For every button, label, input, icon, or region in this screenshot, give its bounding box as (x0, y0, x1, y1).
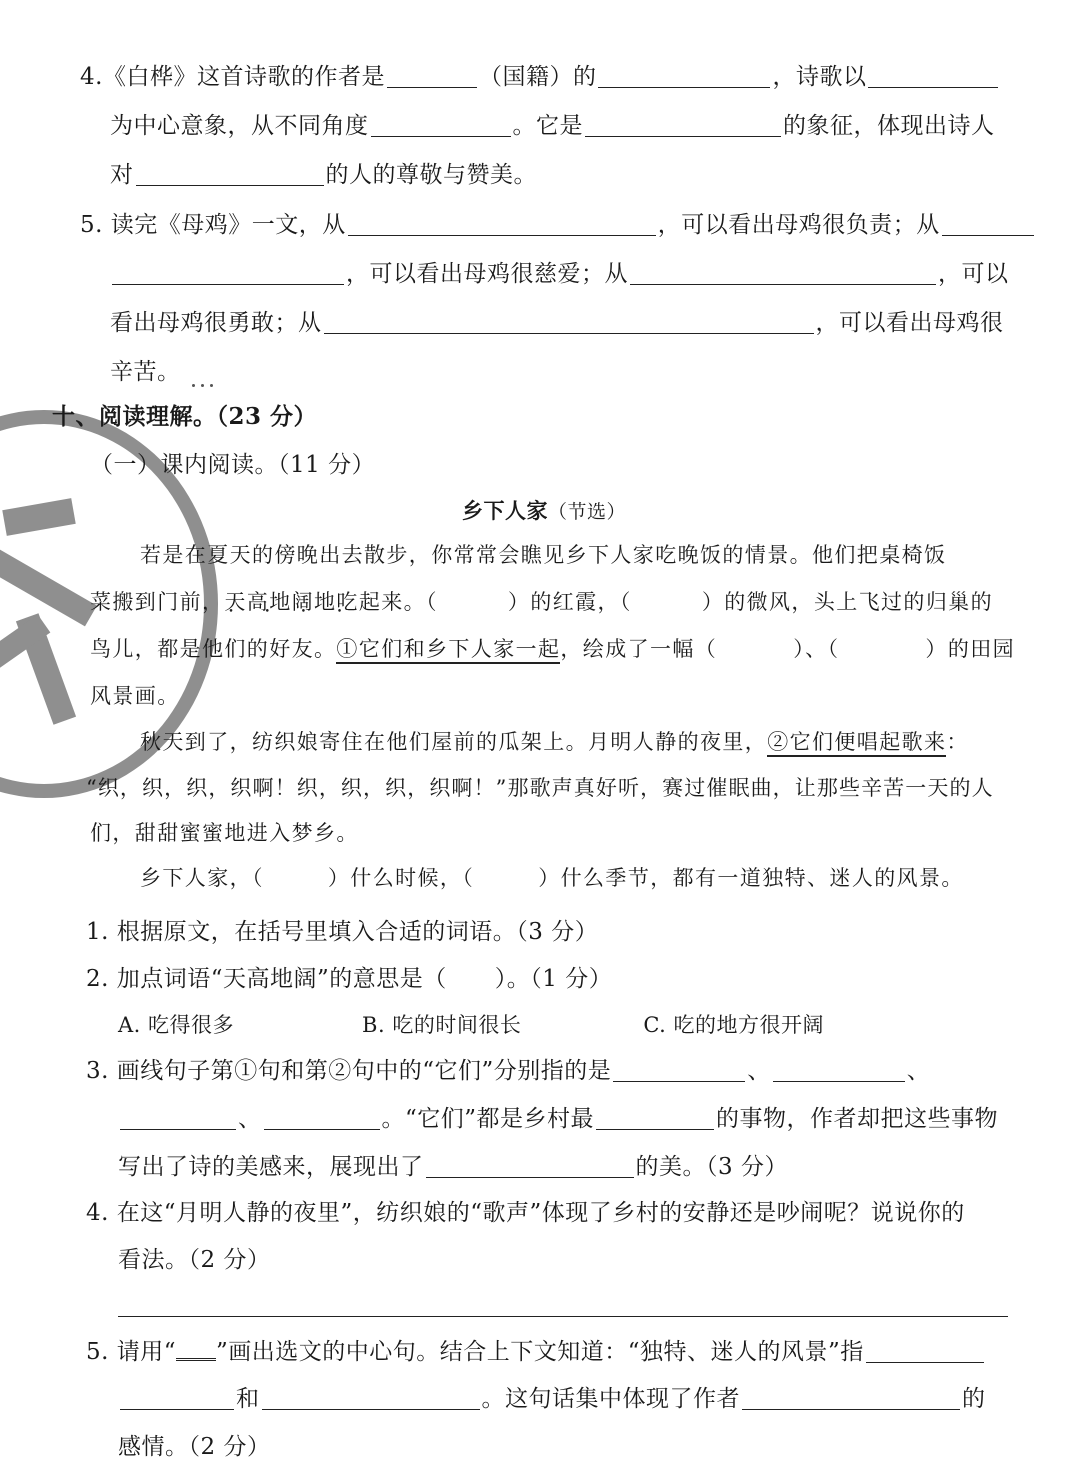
passage-p2-line-1: 秋天到了，纺织娘寄住在他们屋前的瓜架上。月明人静的夜里，②它们便唱起歌来： (140, 727, 969, 757)
passage-title: 乡下人家（节选） (462, 498, 627, 523)
option-c[interactable]: C. 吃的地方很开阔 (643, 1013, 824, 1037)
answer-blank[interactable] (324, 311, 814, 334)
passage-p2-line-3: 们，甜甜蜜蜜地进入梦乡。 (90, 821, 359, 845)
answer-blank[interactable] (426, 1155, 634, 1178)
double-underline-sample (176, 1338, 216, 1361)
q5-line-3: 看出母鸡很勇敢；从 ，可以看出母鸡很 (110, 310, 1004, 336)
answer-blank[interactable] (387, 65, 477, 88)
option-b[interactable]: B. 吃的时间很长 (362, 1013, 522, 1037)
underlined-sentence-2: ②它们便唱起歌来 (767, 730, 946, 757)
question-5-line-3: 感情。（2 分） (118, 1434, 271, 1460)
passage-p1-line-1: 若是在夏天的傍晚出去散步，你常常会瞧见乡下人家吃晚饭的情景。他们把桌椅饭 (140, 543, 947, 567)
answer-blank[interactable] (120, 1387, 234, 1410)
question-3-line-3: 写出了诗的美感来，展现出了 的美。（3 分） (118, 1154, 788, 1180)
question-2: 2. 加点词语“天高地阔”的意思是（ ）。（1 分） (86, 966, 613, 992)
passage-p3: 乡下人家，（ ）什么时候，（ ）什么季节，都有一道独特、迷人的风景。 (140, 866, 964, 890)
dotted-words: 天高地阔 • • • • (224, 590, 314, 614)
q5-line-4: 辛苦。 (110, 359, 181, 385)
answer-blank[interactable] (136, 163, 324, 186)
answer-blank[interactable] (585, 114, 781, 137)
q4-line-3: 对 的人的尊敬与赞美。 (110, 162, 537, 188)
answer-blank[interactable] (262, 1387, 480, 1410)
q4-line-2: 为中心意象，从不同角度 。它是 的象征，体现出诗人 (110, 113, 995, 139)
passage-p1-line-3: 鸟儿，都是他们的好友。①它们和乡下人家一起，绘成了一幅（ ）、（ ）的田园 (90, 634, 1015, 664)
answer-blank[interactable] (613, 1059, 745, 1082)
passage-p1-line-2: 菜搬到门前，天高地阔 • • • •地吃起来。（ ）的红霞，（ ）的微风，头上飞过的归巢的 (90, 587, 993, 617)
answer-blank[interactable] (868, 65, 998, 88)
ink-specks (192, 372, 232, 378)
option-a[interactable]: A. 吃得很多 (118, 1013, 235, 1037)
underlined-sentence-1: ①它们和乡下人家一起 (336, 637, 560, 664)
section-10-heading: 十、阅读理解。（23 分） (52, 403, 318, 430)
part-1-heading: （一）课内阅读。（11 分） (90, 452, 376, 478)
question-4-line-1: 4. 在这“月明人静的夜里”，纺织娘的“歌声”体现了乡村的安静还是吵闹呢？说说你的 (86, 1200, 965, 1226)
q4-line-1: 4.《白桦》这首诗歌的作者是 （国籍）的 ，诗歌以 (80, 62, 1000, 92)
question-3-line-2: 、 。“它们”都是乡村最 的事物，作者却把这些事物 (118, 1104, 998, 1134)
answer-blank[interactable] (596, 1107, 714, 1130)
q5-line-1: 5. 读完《母鸡》一文，从 ，可以看出母鸡很负责；从 (80, 210, 1036, 240)
question-1: 1. 根据原文，在括号里填入合适的词语。（3 分） (86, 919, 599, 945)
question-5-line-1: 5. 请用“ ”画出选文的中心句。结合上下文知道：“独特、迷人的风景”指 (86, 1337, 986, 1367)
answer-blank[interactable] (942, 213, 1034, 236)
q5-line-2: ，可以看出母鸡很慈爱；从 ，可以 (110, 259, 1009, 289)
question-2-options (118, 1010, 824, 1040)
answer-blank[interactable] (112, 262, 344, 285)
question-4-answer-line[interactable] (118, 1316, 1008, 1317)
answer-blank[interactable] (598, 65, 770, 88)
passage-p2-line-2: “织，织，织，织啊！织，织，织，织啊！”那歌声真好听，赛过催眠曲，让那些辛苦一天的人 (86, 776, 994, 800)
answer-blank[interactable] (773, 1059, 905, 1082)
question-5-line-2: 和 。这句话集中体现了作者 的 (118, 1384, 986, 1414)
answer-blank[interactable] (120, 1107, 236, 1130)
answer-blank[interactable] (371, 114, 511, 137)
answer-blank[interactable] (866, 1340, 984, 1363)
question-3-line-1: 3. 画线句子第①句和第②句中的“它们”分别指的是 、 、 (86, 1058, 931, 1084)
question-4-line-2: 看法。（2 分） (118, 1247, 271, 1273)
answer-blank[interactable] (264, 1107, 380, 1130)
answer-blank[interactable] (348, 213, 656, 236)
answer-blank[interactable] (742, 1387, 960, 1410)
passage-p1-line-4: 风景画。 (90, 684, 180, 708)
answer-blank[interactable] (630, 262, 936, 285)
